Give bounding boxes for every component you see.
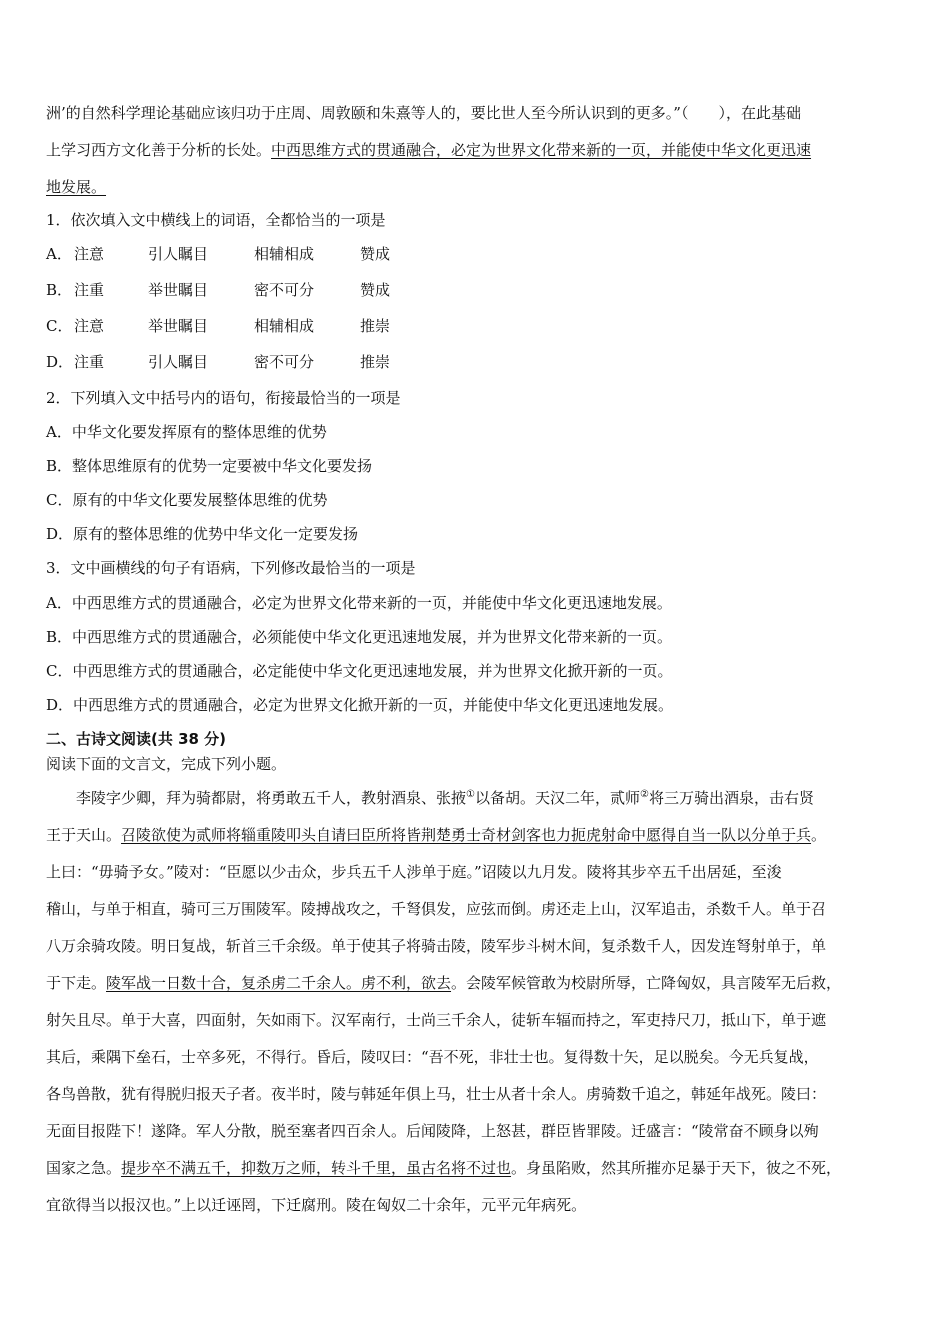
underlined-sentence: 提步卒不满五千，抑数万之师，转斗千里，虽古名将不过也 [121, 1159, 512, 1177]
option-word: 注重 [74, 353, 105, 371]
underlined-sentence: 陵军战一日数十合，复杀虏二千余人。虏不利，欲去 [106, 974, 452, 992]
classical-line-1 [46, 788, 814, 808]
option-word: 引人瞩目 [148, 353, 209, 371]
q1-option-a [46, 244, 390, 264]
passage-line-1: 洲’的自然科学理论基础应该归功于庄周、周敦颐和朱熹等人的，要比世人至今所认识到的更多。”（ ），在此基础 [46, 104, 801, 122]
underlined-sentence: 中西思维方式的贯通融合，必定为世界文化带来新的一页，并能使中华文化更迅速 [271, 141, 812, 159]
q2-option-a: A．中华文化要发挥原有的整体思维的优势 [46, 423, 327, 441]
classical-text: 以备胡。天汉二年，贰师 [474, 789, 640, 807]
underlined-sentence-end: 地发展。 [46, 178, 107, 196]
classical-text: 李陵字少卿，拜为骑都尉，将勇敢五千人，教射酒泉、张掖 [46, 789, 467, 807]
classical-line-7: 射矢且尽。单于大喜，四面射，矢如雨下。汉军南行，士尚三千余人，徒斩车辐而持之，军吏持尺刀，抵山下，单于遮 [46, 1011, 827, 1029]
q2-option-c: C．原有的中华文化要发展整体思维的优势 [46, 491, 328, 509]
option-word: 相辅相成 [254, 317, 315, 335]
option-word: 注重 [74, 281, 105, 299]
classical-line-5: 八万余骑攻陵。明日复战，斩首三千余级。单于使其子将骑击陵，陵军步斗树木间，复杀数千人，因发连弩射单于，单 [46, 937, 827, 955]
q3-option-d: D．中西思维方式的贯通融合，必定为世界文化掀开新的一页，并能使中华文化更迅速地发展。 [46, 696, 674, 714]
passage-text: 上学习西方文化善于分析的长处。 [46, 141, 272, 159]
section-heading: 二、古诗文阅读(共 38 分) [46, 730, 227, 748]
classical-text: 。身虽陷败，然其所摧亦足暴于天下，彼之不死， [511, 1159, 842, 1177]
footnote-mark: ② [640, 789, 649, 800]
classical-line-6 [46, 973, 841, 993]
passage-line-2 [46, 140, 811, 160]
option-word: 引人瞩目 [148, 245, 209, 263]
passage-line-3 [46, 177, 106, 197]
q2-option-d: D．原有的整体思维的优势中华文化一定要发扬 [46, 525, 359, 543]
option-word: 举世瞩目 [148, 281, 209, 299]
option-word: 举世瞩目 [148, 317, 209, 335]
underlined-sentence: 召陵欲使为贰师将辎重陵叩头自请曰臣所将皆荆楚勇士奇材剑客也力扼虎射命中愿得自当一队以分单于兵 [121, 826, 812, 844]
option-word: 赞成 [360, 281, 391, 299]
classical-text: 王于天山。 [46, 826, 122, 844]
option-label: B． [46, 281, 73, 299]
section-instruction: 阅读下面的文言文，完成下列小题。 [46, 755, 287, 773]
classical-text: 将三万骑出酒泉，击右贤 [648, 789, 814, 807]
option-word: 推崇 [360, 353, 391, 371]
classical-line-2 [46, 825, 826, 845]
q1-stem: 1．依次填入文中横线上的词语，全都恰当的一项是 [46, 211, 386, 229]
classical-line-8: 其后，乘隅下垒石，士卒多死，不得行。昏后，陵叹曰：“吾不死，非壮士也。复得数十矢，足以脱矣。今无兵复战， [46, 1048, 819, 1066]
classical-line-3: 上曰：“毋骑予女。”陵对：“臣愿以少击众，步兵五千人涉单于庭。”诏陵以九月发。陵将其步卒五千出居延，至浚 [46, 863, 782, 881]
q3-stem: 3．文中画横线的句子有语病，下列修改最恰当的一项是 [46, 559, 416, 577]
q3-option-b: B．中西思维方式的贯通融合，必须能使中华文化更迅速地发展，并为世界文化带来新的一页。 [46, 628, 673, 646]
option-word: 密不可分 [254, 281, 315, 299]
classical-line-9: 各鸟兽散，犹有得脱归报天子者。夜半时，陵与韩延年俱上马，壮士从者十余人。虏骑数千追之，韩延年战死。陵曰： [46, 1085, 827, 1103]
q2-option-b: B．整体思维原有的优势一定要被中华文化要发扬 [46, 457, 373, 475]
classical-text: 。会陵军候管敢为校尉所辱，亡降匈奴，具言陵军无后救， [451, 974, 842, 992]
option-word: 相辅相成 [254, 245, 315, 263]
q3-option-c: C．中西思维方式的贯通融合，必定能使中华文化更迅速地发展，并为世界文化掀开新的一页。 [46, 662, 673, 680]
option-word: 注意 [74, 245, 105, 263]
option-label: C． [46, 317, 73, 335]
option-label: D． [46, 353, 74, 371]
option-word: 赞成 [360, 245, 391, 263]
option-label: A． [46, 245, 72, 263]
classical-text: 。 [811, 826, 827, 844]
classical-text: 于下走。 [46, 974, 107, 992]
classical-line-12: 宜欲得当以报汉也。”上以迁诬罔，下迁腐刑。陵在匈奴二十余年，元平元年病死。 [46, 1196, 587, 1214]
classical-line-4: 稽山，与单于相直，骑可三万围陵军。陵搏战攻之，千弩俱发，应弦而倒。虏还走上山，汉军追击，杀数千人。单于召 [46, 900, 827, 918]
q1-option-c [46, 316, 390, 336]
q1-option-b [46, 280, 390, 300]
classical-text: 国家之急。 [46, 1159, 122, 1177]
classical-line-11 [46, 1158, 841, 1178]
option-word: 密不可分 [254, 353, 315, 371]
option-word: 注意 [74, 317, 105, 335]
q1-option-d [46, 352, 390, 372]
option-word: 推崇 [360, 317, 391, 335]
q2-stem: 2．下列填入文中括号内的语句，衔接最恰当的一项是 [46, 389, 401, 407]
q3-option-a: A．中西思维方式的贯通融合，必定为世界文化带来新的一页，并能使中华文化更迅速地发展。 [46, 594, 672, 612]
classical-line-10: 无面目报陛下！遂降。军人分散，脱至塞者四百余人。后闻陵降，上怒甚，群臣皆罪陵。迁盛言：“陵常奋不顾身以殉 [46, 1122, 819, 1140]
footnote-mark: ① [466, 789, 475, 800]
